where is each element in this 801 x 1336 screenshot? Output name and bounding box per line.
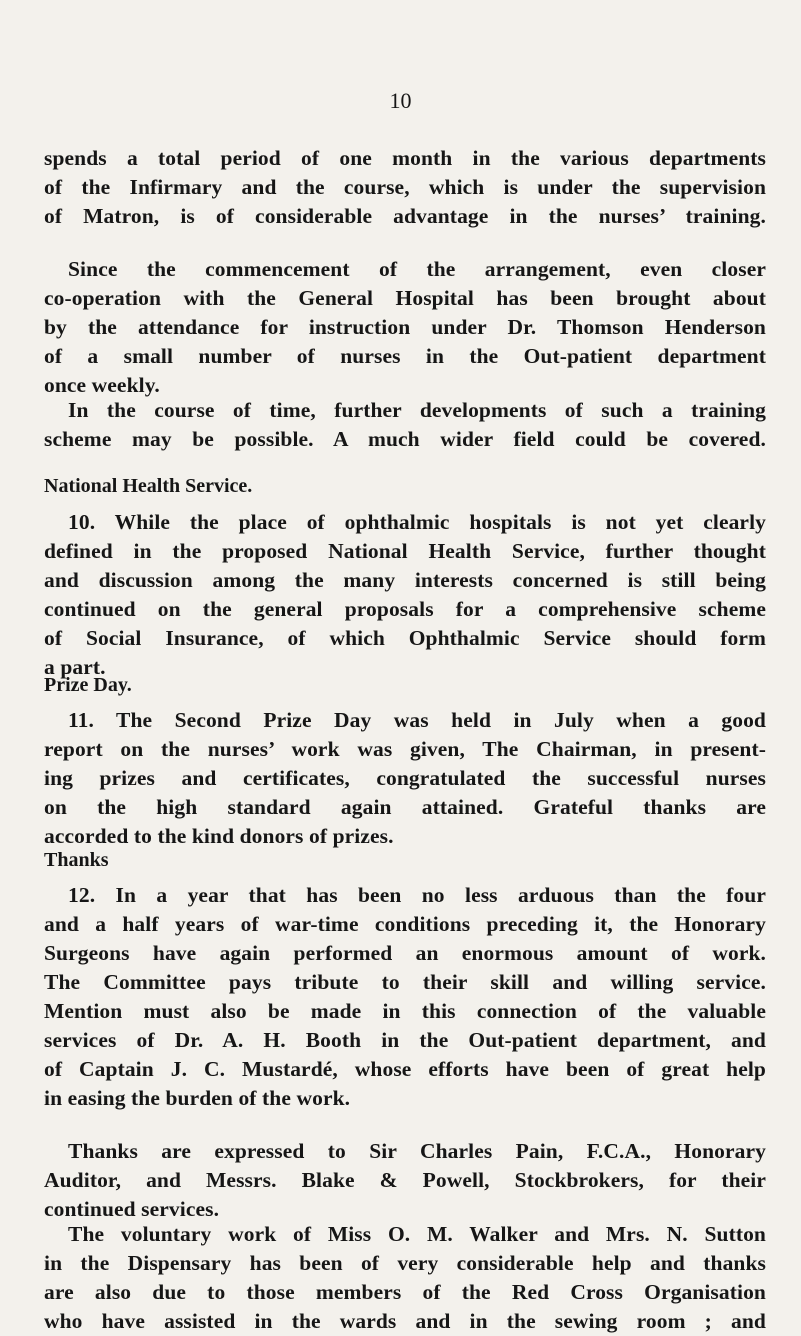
text-line: The voluntary work of Miss O. M. Walker and Mrs. N. Sutton bbox=[68, 1222, 766, 1246]
text-line: scheme may be possible. A much wider field could be covered. bbox=[44, 427, 766, 451]
text-line: 11. The Second Prize Day was held in July when a good bbox=[68, 708, 766, 732]
text-line: services of Dr. A. H. Booth in the Out-patient department, and bbox=[44, 1028, 766, 1052]
text-line: on the high standard again attained. Grateful thanks are bbox=[44, 795, 766, 819]
text-line: and discussion among the many interests concerned is still being bbox=[44, 568, 766, 592]
paragraph-developments bbox=[44, 396, 766, 454]
paragraph-national-health bbox=[44, 508, 766, 682]
text-line: in the Dispensary has been of very considerable help and thanks bbox=[44, 1251, 766, 1275]
text-line: are also due to those members of the Red Cross Organisation bbox=[44, 1280, 766, 1304]
text-line: defined in the proposed National Health Service, further thought bbox=[44, 539, 766, 563]
page-number: 10 bbox=[389, 88, 412, 113]
text-line: 12. In a year that has been no less arduous than the four bbox=[68, 883, 766, 907]
text-line: continued services. bbox=[44, 1197, 220, 1221]
section-heading: Prize Day. bbox=[44, 674, 132, 696]
text-line: Surgeons have again performed an enormous amount of work. bbox=[44, 941, 766, 965]
text-line: and a half years of war-time conditions preceding it, the Honorary bbox=[44, 912, 766, 936]
text-line: Mention must also be made in this connection of the valuable bbox=[44, 999, 766, 1023]
text-line: In the course of time, further developments of such a training bbox=[68, 398, 766, 422]
text-line: continued on the general proposals for a comprehensive scheme bbox=[44, 597, 766, 621]
text-line: Thanks are expressed to Sir Charles Pain, F.C.A., Honorary bbox=[68, 1139, 766, 1163]
text-line: accorded to the kind donors of prizes. bbox=[44, 824, 394, 848]
paragraph-prize-day bbox=[44, 706, 766, 851]
text-line: Auditor, and Messrs. Blake & Powell, Stockbrokers, for their bbox=[44, 1168, 766, 1192]
text-line: report on the nurses’ work was given, The Chairman, in present- bbox=[44, 737, 766, 761]
section-heading: National Health Service. bbox=[44, 475, 253, 497]
paragraph-thanks-surgeons bbox=[44, 881, 766, 1113]
text-line: spends a total period of one month in the various departments bbox=[44, 146, 766, 170]
text-line: a part. bbox=[44, 655, 106, 679]
paragraph-cooperation bbox=[44, 255, 766, 400]
text-line: 10. While the place of ophthalmic hospitals is not yet clearly bbox=[68, 510, 766, 534]
heading-thanks bbox=[44, 846, 766, 874]
text-line: of Matron, is of considerable advantage in the nurses’ training. bbox=[44, 204, 766, 228]
paragraph-training-course bbox=[44, 144, 766, 231]
section-heading: Thanks bbox=[44, 849, 109, 871]
paragraph-thanks-auditor bbox=[44, 1137, 766, 1224]
text-line: ing prizes and certificates, congratulated the successful nurses bbox=[44, 766, 766, 790]
text-line: of the Infirmary and the course, which is under the supervision bbox=[44, 175, 766, 199]
text-line: in easing the burden of the work. bbox=[44, 1086, 351, 1110]
text-line: The Committee pays tribute to their skill and willing service. bbox=[44, 970, 766, 994]
paragraph-voluntary-work bbox=[44, 1220, 766, 1336]
text-line: of Captain J. C. Mustardé, whose efforts have been of great help bbox=[44, 1057, 766, 1081]
heading-prize-day bbox=[44, 671, 766, 699]
text-line: once weekly. bbox=[44, 373, 160, 397]
heading-national-health-service bbox=[44, 472, 766, 500]
text-line: who have assisted in the wards and in the sewing room ; and bbox=[44, 1309, 766, 1333]
text-line: co-operation with the General Hospital has been brought about bbox=[44, 286, 766, 310]
text-line: by the attendance for instruction under Dr. Thomson Henderson bbox=[44, 315, 766, 339]
text-line: Since the commencement of the arrangement, even closer bbox=[68, 257, 766, 281]
text-line: of a small number of nurses in the Out-patient department bbox=[44, 344, 766, 368]
text-line: of Social Insurance, of which Ophthalmic Service should form bbox=[44, 626, 766, 650]
